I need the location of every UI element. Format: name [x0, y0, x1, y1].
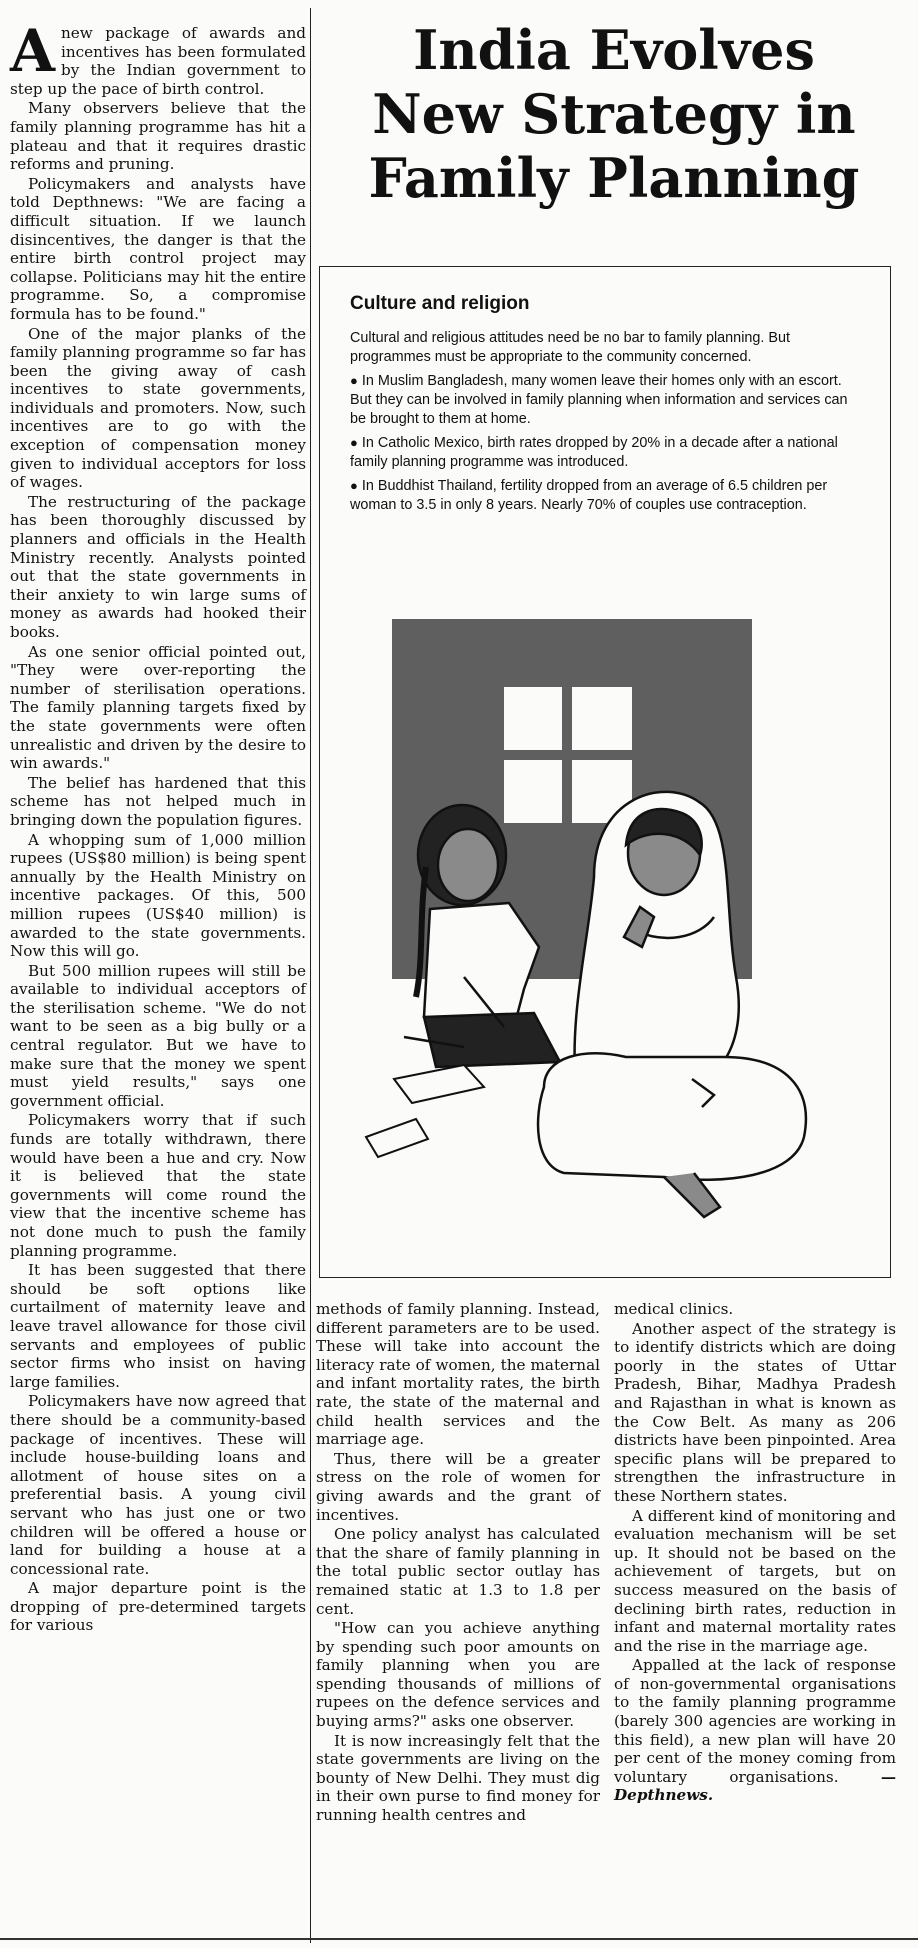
- article-paragraph: Policymakers worry that if such funds are totally withdrawn, there would have been a hue and cry. Now it is believed that the state governments will come round the view that the incentive scheme has not done much to push the family planning programme.: [10, 1111, 306, 1260]
- article-paragraph: A different kind of monitoring and evaluation mechanism will be set up. It should not be based on the achievement of targets, but on success measured on the basis of declining birth rates, reduction in infant and maternal mortality rates and the rise in the marriage age.: [614, 1506, 896, 1655]
- bullet-icon: ●: [350, 478, 358, 493]
- article-right-column: [614, 1300, 896, 1806]
- article-paragraph: A whopping sum of 1,000 million rupees (US$80 million) is being spent annually by the Health Ministry on incentive packages. Of this, 500 million rupees (US$40 million) is awarded to the state governments. Now this will go.: [10, 830, 306, 961]
- sidebar-bullet: ● In Catholic Mexico, birth rates dropped by 20% in a decade after a national family planning programme was introduced.: [350, 435, 838, 470]
- article-paragraph: methods of family planning. Instead, different parameters are to be used. These will take into account the literacy rate of women, the maternal and infant mortality rates, the birth rate, the state of the maternal and child health services and the marriage age.: [316, 1300, 600, 1449]
- article-paragraph: Policymakers have now agreed that there should be a community-based package of incentives. These will include house-building loans and allotment of house sites on a preferential basis. A young civil servant who has just one or two children will be offered a house or land for building a house at a concessional rate.: [10, 1392, 306, 1578]
- headline: [318, 18, 910, 210]
- headline-line: India Evolves: [413, 18, 815, 82]
- article-paragraph: The restructuring of the package has been thoroughly discussed by planners and officials in the Health Ministry recently. Analysts pointed out that the state governments in their anxiety to win large sums of money as awards had hooked their books.: [10, 492, 306, 641]
- sidebar-bullet: ● In Muslim Bangladesh, many women leave their homes only with an escort. But they can be involved in family planning when information and services can be brought to them at home.: [350, 373, 848, 427]
- window-icon: [504, 687, 632, 823]
- article-left-column: [10, 17, 306, 1636]
- byline: — Depthnews.: [614, 1767, 896, 1805]
- bullet-icon: ●: [350, 373, 358, 388]
- article-paragraph: Many observers believe that the family planning programme has hit a plateau and that it requires drastic reforms and pruning.: [10, 99, 306, 174]
- article-paragraph: As one senior official pointed out, "They were over-reporting the number of sterilisation operations. The family planning targets fixed by the state governments were often unrealistic and driven by the desire to win awards.": [10, 642, 306, 773]
- bottom-rule: [0, 1938, 918, 1940]
- sidebar-body: [350, 329, 860, 519]
- article-paragraph: Appalled at the lack of response of non-governmental organisations to the family planning programme (barely 300 agencies are working in this field), a new plan will have 20 per cent of the money coming from voluntary organisations. — Depthnews.: [614, 1656, 896, 1805]
- article-paragraph: Thus, there will be a greater stress on the role of women for giving awards and the grant of incentives.: [316, 1449, 600, 1524]
- article-paragraph: Another aspect of the strategy is to identify districts which are doing poorly in the states of Uttar Pradesh, Bihar, Madhya Pradesh and Rajasthan in what is known as the Cow Belt. As many as 206 districts have been pinpointed. Area specific plans will be prepared to strengthen the infrastructure in these Northern states.: [614, 1319, 896, 1505]
- article-paragraph: A major departure point is the dropping of pre-determined targets for various: [10, 1579, 306, 1635]
- article-paragraph: The belief has hardened that this scheme has not helped much in bringing down the population figures.: [10, 773, 306, 829]
- bullet-icon: ●: [350, 435, 358, 450]
- article-paragraph: It is now increasingly felt that the state governments are living on the bounty of New Delhi. They must dig in their own purse to find money for running health centres and: [316, 1731, 600, 1825]
- headline-line: Family Planning: [368, 146, 860, 210]
- sidebar-box: [319, 266, 891, 1278]
- article-paragraph: It has been suggested that there should be soft options like curtailment of maternity leave and leave travel allowance for those civil servants and employees of public sector firms who insist on having large families.: [10, 1261, 306, 1391]
- illustration-two-women: [364, 617, 876, 1257]
- headline-line: New Strategy in: [372, 82, 856, 146]
- column-rule: [310, 8, 311, 1943]
- sidebar-bullet: ● In Buddhist Thailand, fertility dropped from an average of 6.5 children per woman to 3.5 in only 8 years. Nearly 70% of couples use contraception.: [350, 478, 828, 513]
- papers: [366, 1065, 484, 1157]
- drop-cap: A: [10, 17, 56, 85]
- article-paragraph: Anew package of awards and incentives has been formulated by the Indian government to step up the pace of birth control.: [10, 17, 306, 98]
- article-paragraph: But 500 million rupees will still be available to individual acceptors of the sterilisation scheme. "We do not want to be seen as a big bully or a central regulator. But we have to make sure that the money we spent must yield results," says one government official.: [10, 961, 306, 1110]
- article-paragraph: One policy analyst has calculated that the share of family planning in the total public sector outlay has remained static at 1.3 to 1.8 per cent.: [316, 1525, 600, 1618]
- sidebar-intro: Cultural and religious attitudes need be no bar to family planning. But programmes must be appropriate to the community concerned.: [350, 330, 790, 365]
- article-paragraph: medical clinics.: [614, 1300, 734, 1318]
- article-middle-column: [316, 1300, 600, 1826]
- sidebar-title: Culture and religion: [350, 293, 530, 314]
- article-paragraph: One of the major planks of the family planning programme so far has been the giving away of cash incentives to state governments, individuals and promoters. Now, such incentives are to go with the exception of compensation money given to individual acceptors for loss of wages.: [10, 324, 306, 492]
- article-paragraph: Policymakers and analysts have told Depthnews: "We are facing a difficult situation. If we launch disincentives, the danger is that the entire birth control project may collapse. Politicians may hit the entire programme. So, a compromise formula has to be found.": [10, 174, 306, 323]
- article-paragraph: "How can you achieve anything by spending such poor amounts on family planning when you are spending thousands of millions of rupees on the defence services and buying arms?" asks one observer.: [316, 1619, 600, 1731]
